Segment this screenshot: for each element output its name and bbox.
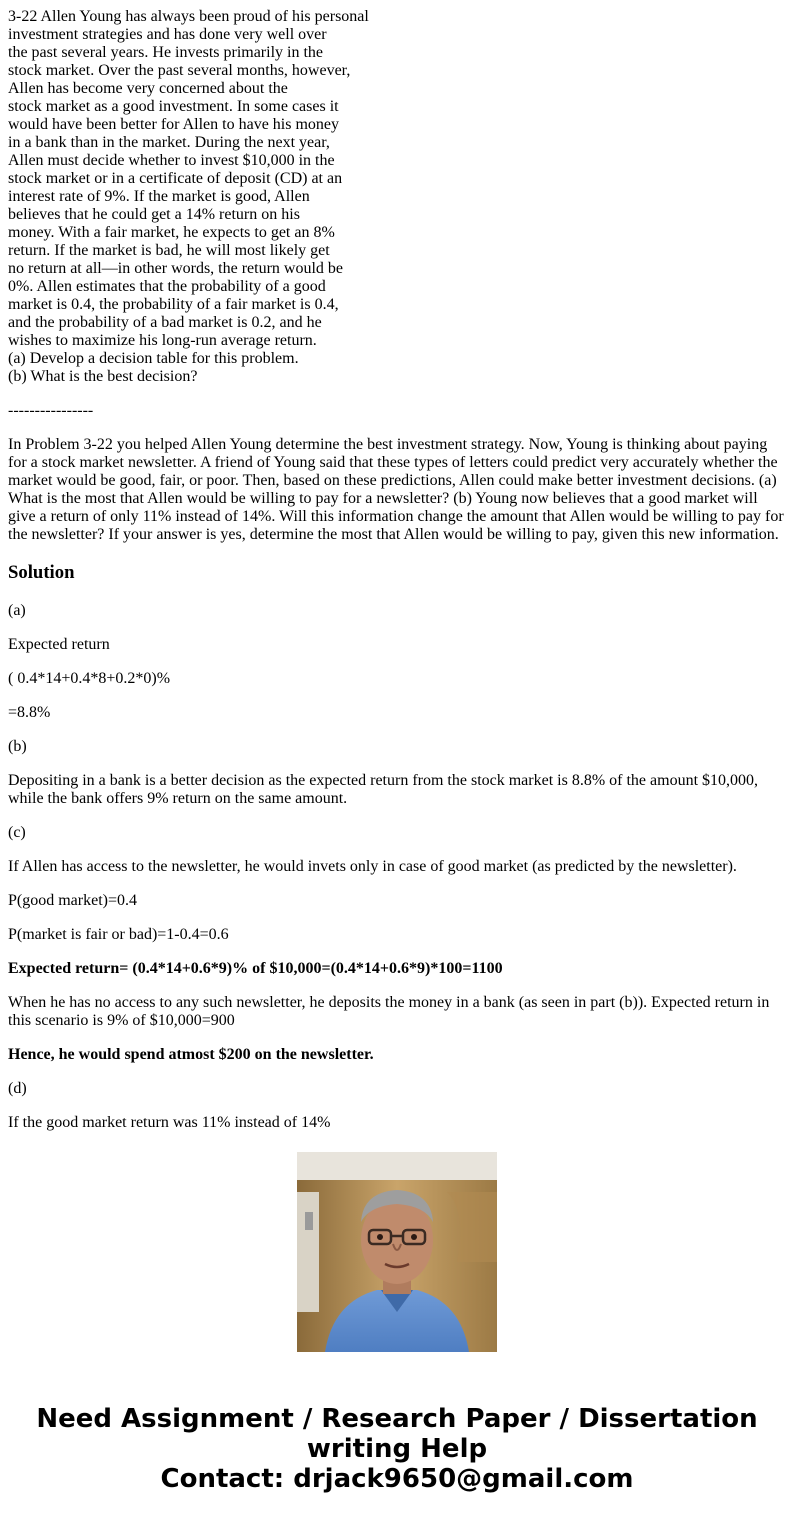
document-content: [8, 8, 786, 1131]
part-b-label: (b): [8, 738, 27, 755]
promo-section: [0, 1152, 794, 1494]
problem-line: and the probability of a bad market is 0.2, and he: [8, 314, 322, 331]
problem-line: in a bank than in the market. During the next year,: [8, 134, 330, 151]
problem-line: stock market or in a certificate of deposit (CD) at an: [8, 170, 343, 187]
problem-line: the past several years. He invests primarily in the: [8, 44, 324, 61]
probability-fair-bad: P(market is fair or bad)=1-0.4=0.6: [8, 926, 229, 943]
part-b-text: Depositing in a bank is a better decision as the expected return from the stock market is 8.8% of the amount $10,000, while the bank offers 9% return on the same amount.: [8, 772, 759, 807]
expected-return-result: =8.8%: [8, 704, 51, 721]
promo-line-1: Need Assignment / Research Paper / Dissertation: [36, 1404, 758, 1434]
expected-return-formula: ( 0.4*14+0.4*8+0.2*0)%: [8, 670, 171, 687]
part-c-label: (c): [8, 824, 26, 841]
expected-return-newsletter: Expected return= (0.4*14+0.6*9)% of $10,000=(0.4*14+0.6*9)*100=1100: [8, 960, 503, 977]
part-d-label: (d): [8, 1080, 27, 1097]
problem-line: 3-22 Allen Young has always been proud of his personal: [8, 8, 369, 25]
problem-line: market is 0.4, the probability of a fair market is 0.4,: [8, 296, 339, 313]
probability-good: P(good market)=0.4: [8, 892, 137, 909]
problem-statement: [8, 8, 786, 386]
separator: ----------------: [8, 402, 94, 419]
problem-line: interest rate of 9%. If the market is good, Allen: [8, 188, 310, 205]
problem-line: stock market. Over the past several months, however,: [8, 62, 351, 79]
problem-line: investment strategies and has done very well over: [8, 26, 327, 43]
promo-contact[interactable]: Contact: drjack9650@gmail.com: [160, 1464, 634, 1494]
no-newsletter-text: When he has no access to any such newsletter, he deposits the money in a bank (as seen in part (b)). Expected return in this scenario is 9% of $10,000=900: [8, 994, 770, 1029]
problem-line: no return at all—in other words, the return would be: [8, 260, 344, 277]
problem-line: (b) What is the best decision?: [8, 368, 198, 385]
solution-heading: Solution: [8, 562, 75, 583]
problem-line: stock market as a good investment. In some cases it: [8, 98, 339, 115]
problem-line: believes that he could get a 14% return on his: [8, 206, 300, 223]
problem-line: 0%. Allen estimates that the probability of a good: [8, 278, 326, 295]
problem-line: would have been better for Allen to have his money: [8, 116, 340, 133]
person-photo: [297, 1152, 497, 1352]
conclusion-text: Hence, he would spend atmost $200 on the newsletter.: [8, 1046, 374, 1063]
expected-return-label: Expected return: [8, 636, 110, 653]
followup-problem: In Problem 3-22 you helped Allen Young determine the best investment strategy. Now, Young is thinking about paying for a stock market newsletter. A friend of Young said that these types of letters could predict very accurately whether the market would be good, fair, or poor. Then, based on these predictions, Allen could make better investment decisions. (a) What is the most that Allen would be willing to pay for a newsletter? (b) Young now believes that a good market will give a return of only 11% instead of 14%. Will this information change the amount that Allen would be willing to pay for the newsletter? If your answer is yes, determine the most that Allen would be willing to pay, given this new information.: [8, 436, 784, 543]
problem-line: money. With a fair market, he expects to get an 8%: [8, 224, 335, 241]
problem-line: Allen has become very concerned about the: [8, 80, 288, 97]
problem-line: wishes to maximize his long-run average return.: [8, 332, 317, 349]
part-d-text: If the good market return was 11% instead of 14%: [8, 1114, 331, 1131]
problem-line: (a) Develop a decision table for this problem.: [8, 350, 299, 367]
problem-line: return. If the market is bad, he will most likely get: [8, 242, 330, 259]
promo-line-2: writing Help: [306, 1434, 488, 1464]
problem-line: Allen must decide whether to invest $10,000 in the: [8, 152, 335, 169]
part-c-intro: If Allen has access to the newsletter, he would invets only in case of good market (as predicted by the newsletter).: [8, 858, 737, 875]
part-a-label: (a): [8, 602, 26, 619]
avatar: [297, 1152, 497, 1352]
promo-text: [0, 1404, 794, 1494]
